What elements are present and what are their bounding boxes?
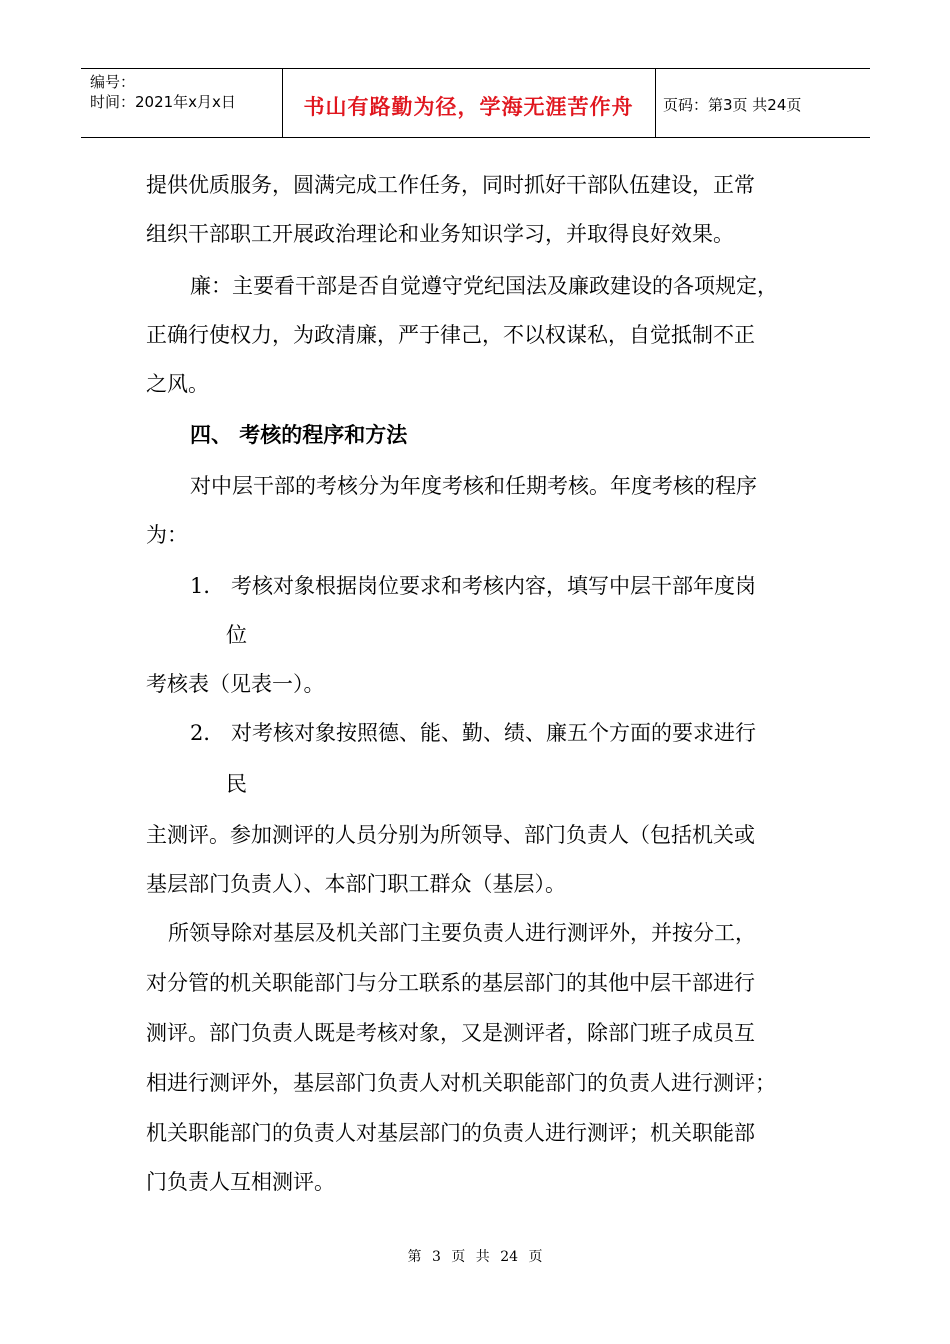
document-number-label: 编号： (90, 73, 136, 91)
header-page-cell (655, 69, 870, 137)
section-heading: 四、 考核的程序和方法 (190, 422, 408, 447)
body-line: 考核表（见表一）。 (146, 672, 325, 696)
list-item-2-wrap: 民 (226, 772, 247, 796)
list-item-1-wrap: 位 (226, 623, 247, 647)
body-line: 对分管的机关职能部门与分工联系的基层部门的其他中层干部进行 (146, 971, 755, 995)
body-line: 对中层干部的考核分为年度考核和任期考核。年度考核的程序 (190, 474, 757, 498)
header-motto: 书山有路勤为径，学海无涯苦作舟 (303, 95, 634, 119)
body-line: 主测评。参加测评的人员分别为所领导、部门负责人（包括机关或 (146, 823, 755, 847)
page-footer: 第 3 页 共 24 页 (407, 1249, 543, 1265)
body-line: 提供优质服务，圆满完成工作任务，同时抓好干部队伍建设，正常 (146, 173, 755, 197)
body-line: 组织干部职工开展政治理论和业务知识学习，并取得良好效果。 (146, 222, 734, 246)
body-line: 测评。部门负责人既是考核对象，又是测评者，除部门班子成员互 (146, 1021, 755, 1045)
list-item-2: 2． 对考核对象按照德、能、勤、绩、廉五个方面的要求进行 (190, 721, 757, 745)
body-line: 机关职能部门的负责人对基层部门的负责人进行测评；机关职能部 (146, 1121, 755, 1145)
document-time-label: 时间：2021年x月x日 (90, 93, 236, 111)
body-line: 所领导除对基层及机关部门主要负责人进行测评外，并按分工， (168, 921, 756, 945)
page-header (81, 68, 870, 138)
header-motto-cell (282, 69, 656, 137)
header-meta-cell (81, 69, 283, 137)
body-line: 为： (146, 523, 188, 547)
body-line: 之风。 (146, 372, 209, 396)
list-item-1: 1． 考核对象根据岗位要求和考核内容，填写中层干部年度岗 (190, 574, 757, 598)
body-line: 门负责人互相测评。 (146, 1170, 335, 1194)
body-line: 廉：主要看干部是否自觉遵守党纪国法及廉政建设的各项规定， (190, 274, 778, 298)
header-page-info: 页码：第3页 共24页 (663, 96, 802, 114)
body-line: 基层部门负责人）、本部门职工群众（基层）。 (146, 872, 566, 896)
body-line: 相进行测评外，基层部门负责人对机关职能部门的负责人进行测评； (146, 1071, 776, 1095)
body-line: 正确行使权力，为政清廉，严于律己，不以权谋私，自觉抵制不正 (146, 323, 755, 347)
